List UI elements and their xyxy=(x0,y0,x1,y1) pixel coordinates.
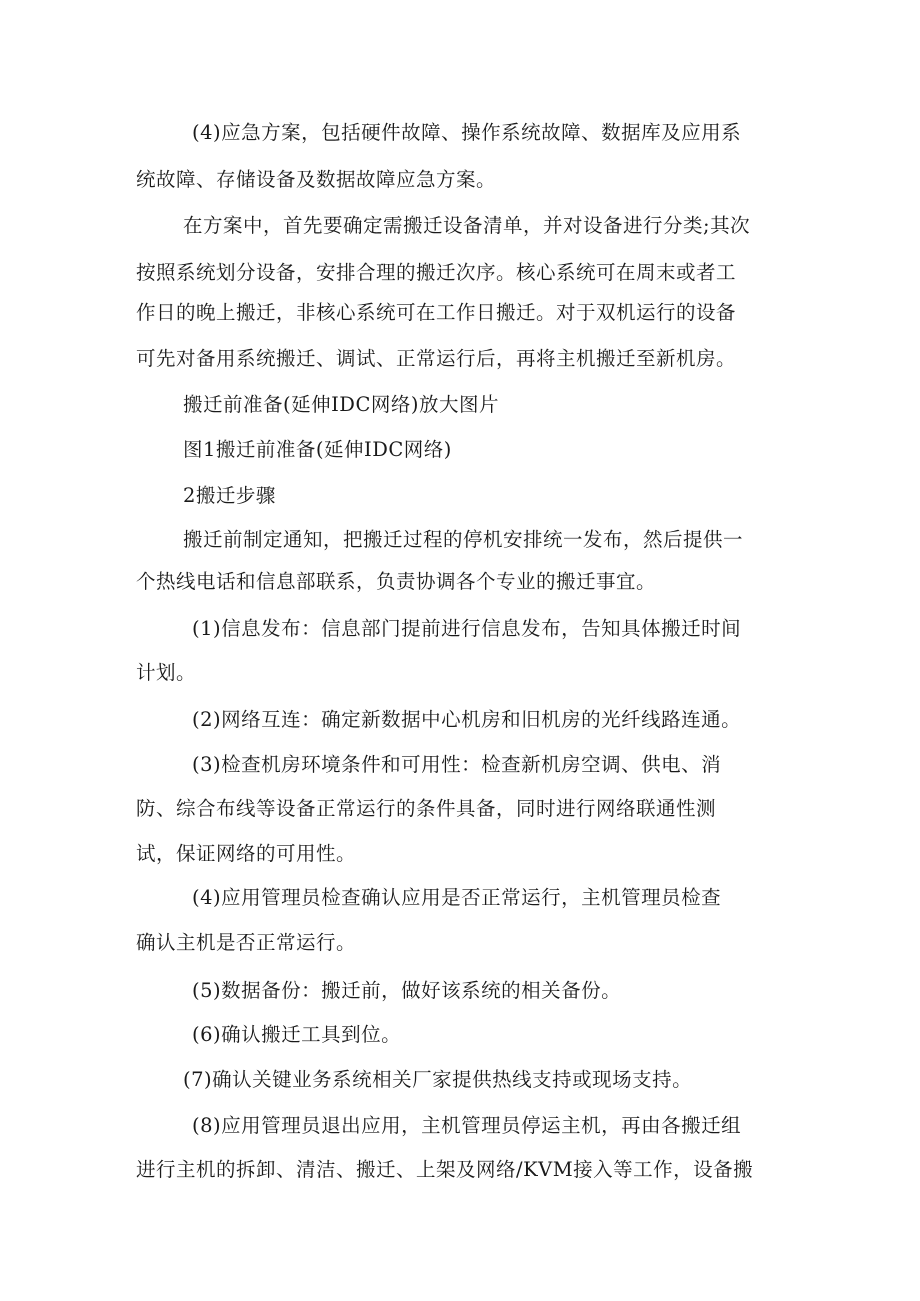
paragraph-line: 可先对备用系统搬迁、调试、正常运行后，再将主机搬迁至新机房。 xyxy=(136,347,737,370)
paragraph-line: (3)检查机房环境条件和可用性：检查新机房空调、供电、消 xyxy=(192,753,722,776)
section-heading: 2搬迁步骤 xyxy=(183,484,276,507)
paragraph-line: 统故障、存储设备及数据故障应急方案。 xyxy=(136,168,497,191)
figure-caption: 图1搬迁前准备(延伸IDC网络) xyxy=(183,438,452,461)
paragraph-line: (5)数据备份：搬迁前，做好该系统的相关备份。 xyxy=(192,979,622,1002)
paragraph-line: 确认主机是否正常运行。 xyxy=(136,931,357,954)
paragraph-line: 进行主机的拆卸、清洁、搬迁、上架及网络/KVM接入等工作，设备搬 xyxy=(136,1158,754,1181)
paragraph-line: 搬迁前准备(延伸IDC网络)放大图片 xyxy=(183,393,499,416)
paragraph-line: 按照系统划分设备，安排合理的搬迁次序。核心系统可在周末或者工 xyxy=(136,261,737,284)
paragraph-line: 防、综合布线等设备正常运行的条件具备，同时进行网络联通性测 xyxy=(136,797,717,820)
paragraph-line: (6)确认搬迁工具到位。 xyxy=(192,1023,402,1046)
paragraph-line: 在方案中，首先要确定需搬迁设备清单，并对设备进行分类;其次 xyxy=(183,214,751,237)
paragraph-line: (2)网络互连：确定新数据中心机房和旧机房的光纤线路连通。 xyxy=(192,708,742,731)
paragraph-line: 试，保证网络的可用性。 xyxy=(136,842,357,865)
paragraph-line: (4)应用管理员检查确认应用是否正常运行，主机管理员检查 xyxy=(192,886,722,909)
paragraph-line: 作日的晚上搬迁，非核心系统可在工作日搬迁。对于双机运行的设备 xyxy=(136,301,737,324)
paragraph-line: (4)应急方案，包括硬件故障、操作系统故障、数据库及应用系 xyxy=(192,121,742,144)
paragraph-line: 搬迁前制定通知，把搬迁过程的停机安排统一发布，然后提供一 xyxy=(183,528,744,551)
paragraph-line: 个热线电话和信息部联系，负责协调各个专业的搬迁事宜。 xyxy=(136,570,657,593)
paragraph-line: (1)信息发布：信息部门提前进行信息发布，告知具体搬迁时间 xyxy=(192,617,742,640)
paragraph-line: (7)确认关键业务系统相关厂家提供热线支持或现场支持。 xyxy=(183,1068,693,1091)
paragraph-line: (8)应用管理员退出应用，主机管理员停运主机，再由各搬迁组 xyxy=(192,1114,742,1137)
paragraph-line: 计划。 xyxy=(136,661,197,684)
